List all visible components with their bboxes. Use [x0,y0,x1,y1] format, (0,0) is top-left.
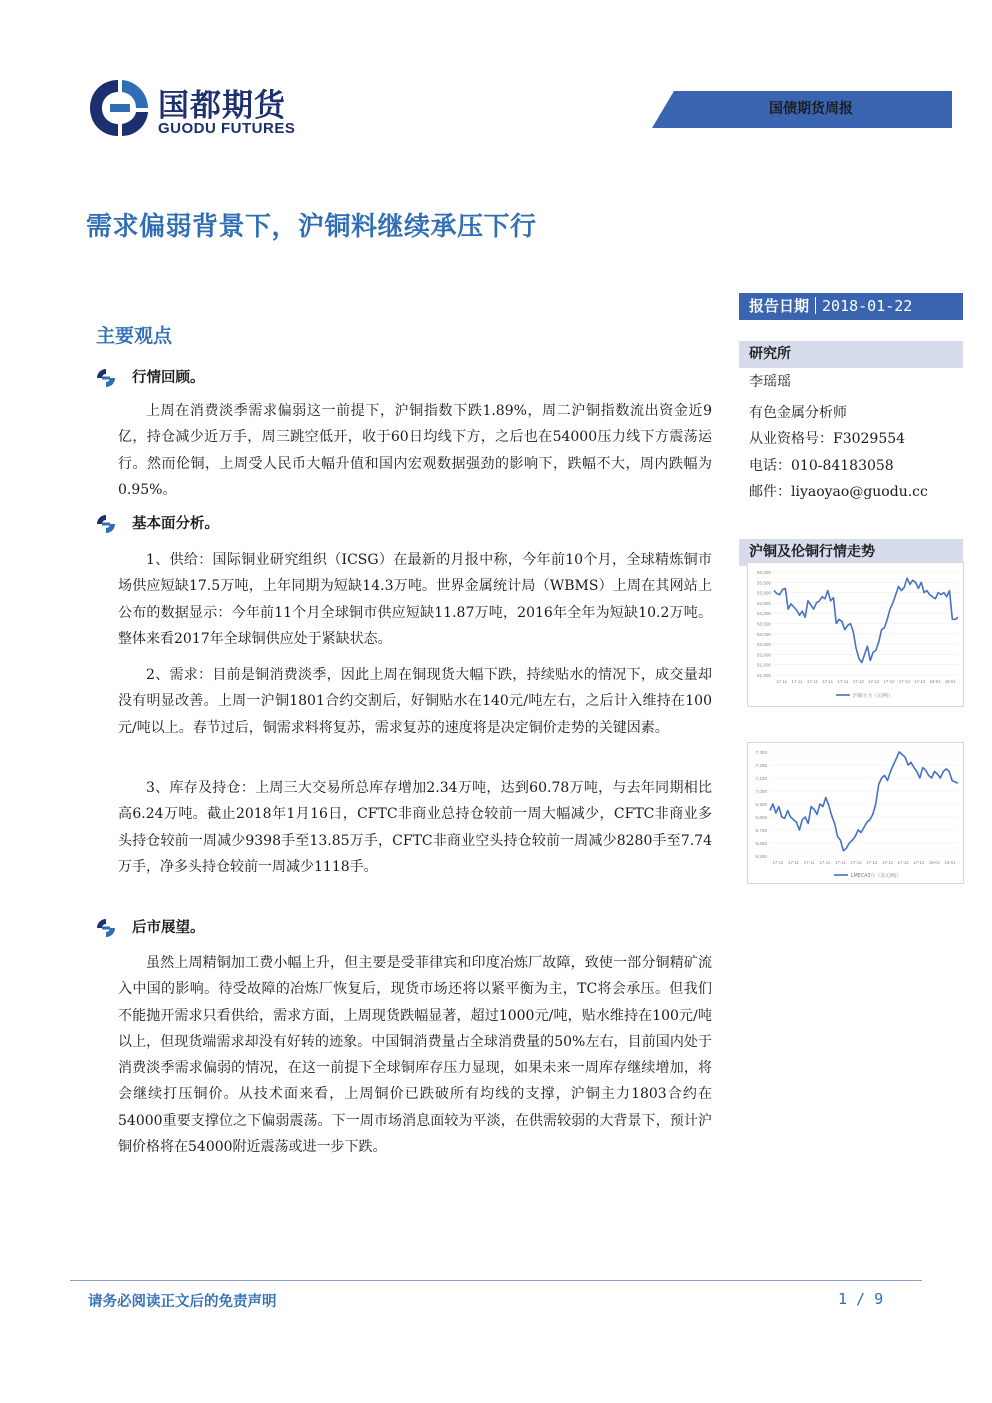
series-line [774,578,958,662]
y-tick-label: 6,600 [755,841,767,846]
y-tick-label: 6,900 [755,802,767,807]
logo-english-text: GUODU FUTURES [158,120,296,137]
section-bullet-icon [96,514,116,534]
y-tick-label: 52,500 [756,642,771,648]
analyst-name: 李瑶瑶 [749,374,791,390]
x-tick-label: 17-11 [803,860,815,865]
demand-paragraph: 2、需求：目前是铜消费淡季，因此上周在铜现货大幅下跌，持续贴水的情况下，成交量却没有明显改善。上周一沪铜1801合约交割后，好铜贴水在140元/吨左右，之后计入维持在100元/吨以上。春节过后，铜需求料将复苏，需求复苏的速度将是决定铜价走势的关键因素。 [118,667,712,736]
footer-divider [70,1280,922,1281]
series-line [770,752,958,851]
report-type-label: 国债期货周报 [769,101,853,117]
y-tick-label: 7,100 [755,776,767,781]
analyst-phone: 电话：010-84183058 [749,457,894,474]
market-review-paragraph: 上周在消费淡季需求偏弱这一前提下，沪铜指数下跌1.89%，周二沪铜指数流出资金近9亿，持仓减少近万手，周三跳空低开，收于60日均线下方，之后也在54000压力线下方震荡运行。然而伦铜，上周受人民币大幅升值和国内宏观数据强劲的影响下，跌幅不大，周内跌幅为0.95%。 [118,403,712,498]
x-tick-label: 17-12 [881,860,894,865]
x-tick-label: 17-11 [776,679,788,684]
x-tick-label: 17-11 [835,860,846,865]
page-title: 需求偏弱背景下，沪铜料继续承压下行 [86,212,537,242]
analyst-email[interactable]: 邮件：liyaoyao@guodu.cc [749,484,928,500]
x-tick-label: 17-12 [883,679,895,684]
y-tick-label: 53,000 [756,631,771,637]
outlook-paragraph: 虽然上周精铜加工费小幅上升，但主要是受菲律宾和印度冶炼厂故障，致使一部分铜精矿流入中国的影响。待受故障的冶炼厂恢复后，现货市场还将以紧平衡为主，TC将会承压。但我们不能抛开需求只看供给，需求方面，上周现货跌幅显著，超过1000元/吨，贴水维持在100元/吨以上，但现货端需求却没有好转的迹象。中国铜消费量占全球消费量的50%左右，目前国内处于消费淡季需求偏弱的情况，在这一前提下全球铜库存压力显现，如果未来一周库存继续增加，将会继续打压铜价。从技术面来看，上周铜价已跌破所有均线的支撑，沪铜主力1803合约在54000重要支撑位之下偏弱震荡。下一周市场消息面较为平淡，在供需较弱的大背景下，预计沪铜价格将在54000附近震荡或进一步下跌。 [118,955,712,1156]
analyst-license: 从业资格号：F3029554 [749,431,906,447]
report-date-label: 报告日期 [749,297,810,315]
x-tick-label: 17-12 [850,860,862,865]
section-title-text: 后市展望。 [132,919,205,936]
legend-label: LMECA3月（美元/吨） [851,874,901,879]
y-tick-label: 52,000 [756,652,771,658]
section-title-text: 基本面分析。 [132,515,219,532]
y-tick-label: 6,800 [755,815,767,820]
x-tick-label: 17-12 [914,679,926,684]
x-tick-label: 17-11 [788,860,799,865]
section-heading: 主要观点 [96,325,173,347]
y-tick-label: 54,000 [756,611,771,617]
x-tick-label: 17-12 [898,679,910,684]
footer-disclaimer[interactable]: 请务必阅读正文后的免责声明 [88,1293,277,1310]
section-bullet-icon [96,918,116,938]
shfe-copper-chart [747,562,964,707]
y-tick-label: 55,500 [756,580,771,586]
logo-chinese-text: 国都期货 [158,88,286,124]
x-tick-label: 17-11 [806,679,818,684]
x-tick-label: 18-01 [928,860,941,865]
supply-paragraph: 1、供给：国际铜业研究组织（ICSG）在最新的月报中称，今年前10个月，全球精炼铜市场供应短缺17.5万吨，上年同期为短缺14.3万吨。世界金属统计局（WBMS）上周在其网站上公布的数据显示：今年前11个月全球铜市供应短缺11.87万吨，2016年全年为短缺10.2万吨。整体来看2017年全球铜供应处于紧缺状态。 [118,552,712,647]
x-tick-label: 17-12 [866,860,878,865]
y-tick-label: 7,200 [755,763,767,768]
y-tick-label: 51,000 [756,673,771,678]
y-tick-label: 55,000 [756,590,771,596]
report-date-value: 2018-01-22 [822,297,913,315]
page-number: 1 / 9 [838,1290,884,1308]
x-tick-label: 18-01 [944,679,956,684]
x-tick-label: 17-11 [822,679,834,684]
x-tick-label: 17-11 [819,860,831,865]
x-tick-label: 17-11 [772,860,784,865]
report-type-banner [652,91,952,128]
y-tick-label: 51,500 [756,662,771,668]
analyst-contact [749,369,928,506]
analyst-role: 有色金属分析师 [749,404,847,421]
company-logo [88,78,338,140]
logo-mark-icon [88,78,150,138]
y-tick-label: 7,300 [755,750,767,755]
institute-bar: 研究所 [739,341,963,368]
y-tick-label: 56,000 [756,570,771,575]
trend-section-bar: 沪铜及伦铜行情走势 [739,539,963,566]
lme-copper-chart-svg [748,743,965,885]
x-tick-label: 17-11 [791,679,803,684]
x-tick-label: 17-12 [852,679,864,684]
shfe-copper-chart-svg [748,563,965,708]
x-tick-label: 17-12 [868,679,880,684]
report-date-bar [739,293,963,320]
section-bullet-icon [96,368,116,388]
date-separator [815,297,816,314]
lme-copper-chart [747,742,964,884]
y-tick-label: 53,500 [756,621,771,627]
x-tick-label: 18-01 [929,679,941,684]
y-tick-label: 54,500 [756,600,771,606]
x-tick-label: 18-01 [944,860,956,865]
y-tick-label: 6,700 [755,828,767,833]
x-tick-label: 17-12 [897,860,909,865]
x-tick-label: 17-12 [913,860,925,865]
inventory-paragraph: 3、库存及持仓：上周三大交易所总库存增加2.34万吨，达到60.78万吨，与去年同期相比高6.24万吨。截止2018年1月16日，CFTC非商业总持仓较前一周大幅减少，CFTC非商业多头持仓较前一周减少9398手至13.85万手，CFTC非商业空头持仓较前一周减少8280手至7.74万手，净多头持仓较前一周减少1118手。 [118,780,712,875]
legend-label: 沪铜主力（元/吨） [853,694,893,699]
y-tick-label: 7,000 [755,789,767,794]
y-tick-label: 6,500 [755,854,767,859]
section-title-text: 行情回顾。 [132,369,205,386]
x-tick-label: 17-11 [837,679,849,684]
